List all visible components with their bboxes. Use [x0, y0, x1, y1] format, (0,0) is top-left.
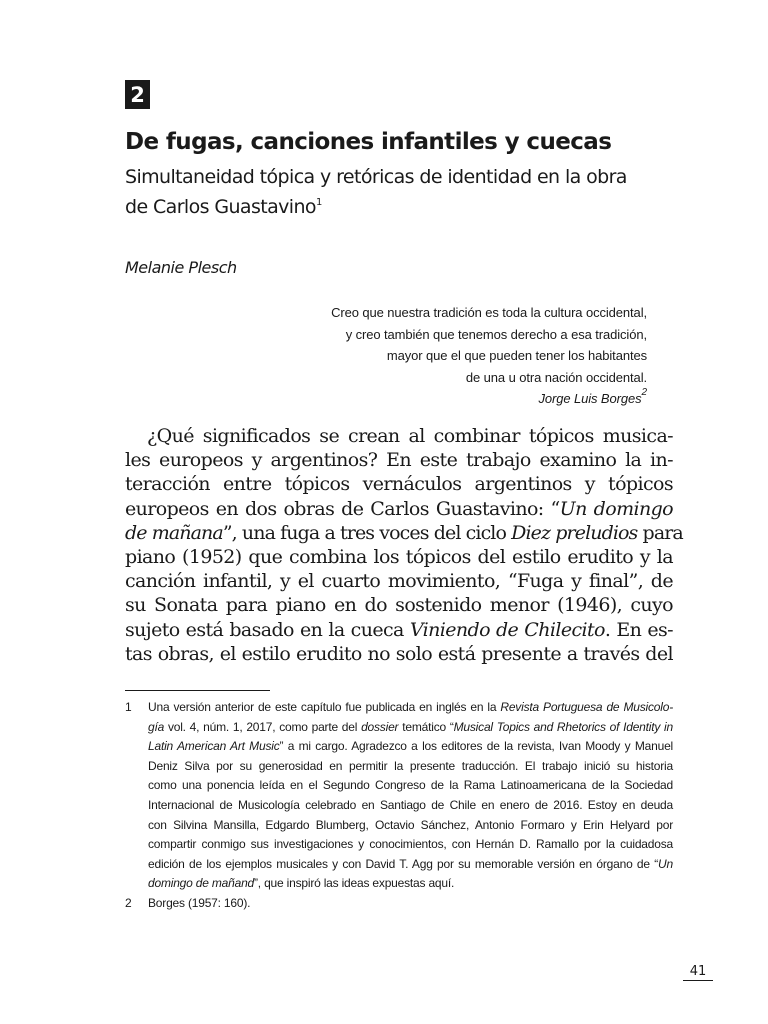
footnote-line: Deniz Silva por su generosidad en permitir la presente traducción. El trabajo inició su historia [148, 758, 673, 773]
footnote-text-segment: edición de los ejemplos musicales y con David T. Agg por su memorable versión en órgano de “ [148, 856, 659, 871]
footnote-italic-segment: gía [148, 719, 165, 734]
footnote-line [148, 874, 673, 894]
subtitle-footnote-mark[interactable]: 1 [315, 197, 322, 208]
body-line: teracción entre tópicos vernáculos argentinos y tópicos [125, 473, 673, 496]
page-number: 41 [683, 964, 713, 981]
chapter-number-badge: 2 [125, 80, 150, 109]
footnote-italic-segment: Latin American Art Music [148, 739, 280, 754]
chapter-title: De fugas, canciones infantiles y cuecas [125, 129, 612, 155]
footnote-line: con Silvina Mansilla, Edgardo Blumberg, Octavio Sánchez, Antonio Formaro y Erin Helyard por [148, 817, 673, 832]
body-line: ¿Qué significados se crean al combinar tópicos musica- [147, 425, 673, 447]
footnote-text-segment: temático “ [398, 719, 454, 734]
footnote-number: 2 [125, 895, 132, 910]
epigraph-line: Creo que nuestra tradición es toda la cultura occidental, [331, 305, 647, 320]
footnote-1 [125, 698, 673, 894]
body-line: canción infantil, y el cuarto movimiento, “Fuga y final”, de [125, 570, 673, 593]
body-text-segment: ”, una fuga a tres voces del ciclo [222, 521, 512, 544]
subtitle-line-2: de Carlos Guastavino [125, 196, 316, 218]
footnote-line [148, 718, 673, 738]
footnote-line: Borges (1957: 160). [148, 895, 251, 910]
footnote-line [148, 698, 673, 718]
footnote-italic-segment: dossier [361, 719, 399, 734]
footnote-line [148, 855, 673, 875]
body-text-segment: para [637, 521, 683, 544]
footnote-italic-segment: Musical Topics and Rhetorics of Identity in [453, 719, 673, 734]
footnote-2 [125, 894, 673, 914]
work-title: Viniendo de Chilecito [409, 618, 605, 641]
work-title: de mañana [125, 521, 223, 544]
footnote-text-segment: ” a mi cargo. Agradezco a los editores de la revista, Ivan Moody y Manuel [279, 739, 674, 754]
body-line: su Sonata para piano en do sostenido menor (1946), cuyo [125, 594, 673, 617]
epigraph-footnote-mark[interactable]: 2 [641, 387, 647, 398]
body-paragraph [125, 424, 683, 666]
work-title: Un domingo [559, 497, 673, 520]
body-line: piano (1952) que combina los tópicos del estilo erudito y la [125, 545, 673, 568]
footnote-number: 1 [125, 700, 132, 714]
body-text-segment: sujeto está basado en la cueca [125, 618, 410, 641]
footnote-text-segment: vol. 4, núm. 1, 2017, como parte del [164, 719, 362, 734]
epigraph [227, 302, 647, 410]
footnote-line [148, 737, 673, 757]
chapter-subtitle [125, 162, 627, 222]
footnote-italic-segment: domingo de mañand [148, 876, 255, 891]
body-line [125, 497, 673, 521]
author-name: Melanie Plesch [125, 258, 237, 277]
body-line: tas obras, el estilo erudito no solo está presente a través del [125, 642, 673, 665]
footnote-text-segment: Una versión anterior de este capítulo fue publicada en inglés en la [148, 700, 501, 714]
footnote-line: compartir conmigo sus investigaciones y conocimientos, con Hernán D. Ramallo por la cuidadosa [148, 837, 673, 852]
epigraph-attribution [227, 388, 647, 410]
body-line [125, 521, 683, 545]
epigraph-line: y creo también que tenemos derecho a esa tradición, [345, 326, 647, 342]
footnote-separator [125, 690, 270, 691]
subtitle-line-1: Simultaneidad tópica y retóricas de identidad en la obra [125, 166, 627, 188]
body-text-segment: . En es- [604, 618, 673, 641]
body-text-segment: europeos en dos obras de Carlos Guastavino: “ [125, 497, 560, 520]
epigraph-line: mayor que el que pueden tener los habitantes [386, 348, 647, 363]
epigraph-author: Jorge Luis Borges [538, 391, 642, 406]
epigraph-line: de una u otra nación occidental. [465, 369, 647, 385]
footnote-italic-segment: Un [658, 856, 673, 871]
footnote-text-segment: ”, que inspiró las ideas expuestas aquí. [254, 876, 455, 891]
body-line: les europeos y argentinos? En este trabajo examino la in- [125, 449, 673, 472]
work-title: Diez preludios [511, 521, 638, 544]
footnote-italic-segment: Revista Portuguesa de Musicolo- [500, 700, 674, 714]
footnote-line: Internacional de Musicología celebrado en Santiago de Chile en enero de 2016. Estoy en deuda [148, 797, 673, 812]
footnote-line: como una ponencia leída en el Segundo Congreso de la Rama Latinoamericana de la Sociedad [148, 778, 673, 793]
body-line [125, 618, 673, 642]
footnotes [125, 698, 673, 914]
